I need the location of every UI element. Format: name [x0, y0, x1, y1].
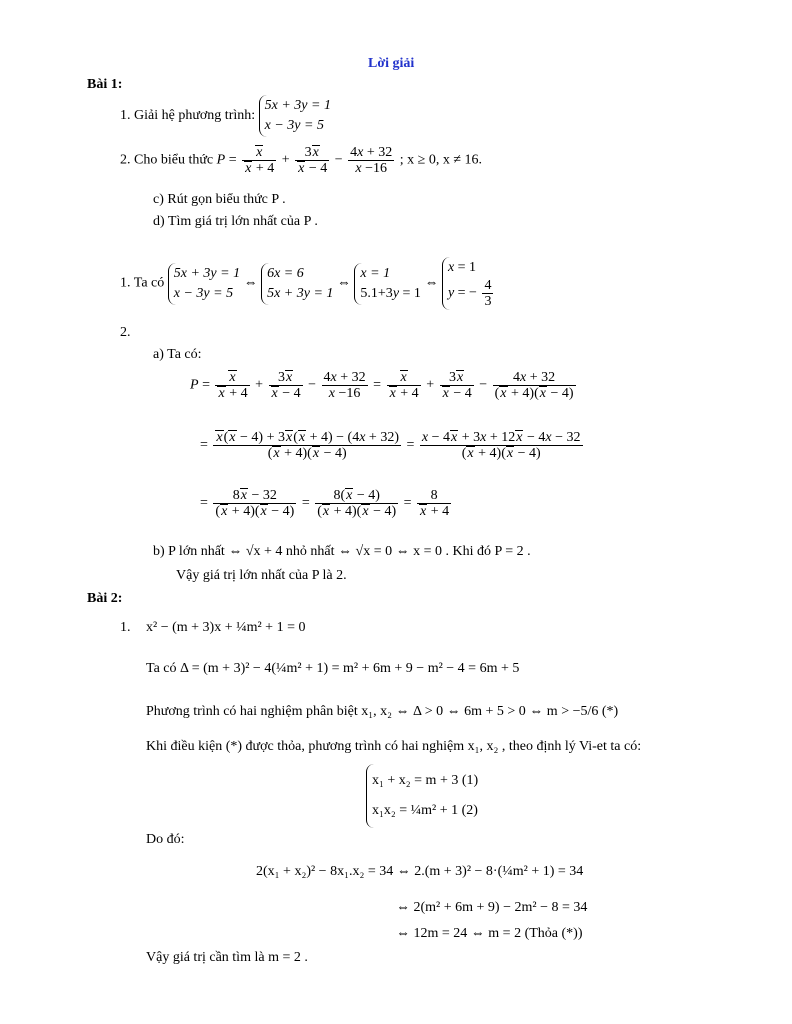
bai2-condition: Phương trình có hai nghiệm phân biệt x₁, x₂ ⇔ Δ > 0 ⇔ 6m + 5 > 0 ⇔ m > −5/6 (*): [146, 704, 619, 719]
bai1-qd: d) Tìm giá trị lớn nhất của P .: [153, 214, 318, 229]
bai1-conclusion: Vậy giá trị lớn nhất của P là 2.: [176, 568, 347, 583]
simplify-line-1: P = $\frac{x}{x + 4}$ + $\frac{3x}{x - 4}$ − $\frac{4x + 32}{x -16}$ = $\frac{x}{x + 4}$ + $\frac{3x}{x - 4}$ − $\frac{4x + 32}{(x + 4)(x - 4)}$: [190, 370, 574, 401]
bai1-qc: c) Rút gọn biểu thức P .: [153, 192, 286, 207]
bai1-system: 5x + 3y = 1 x − 3y = 5: [259, 95, 331, 137]
fraction: $\frac{x}{x + 4}$: [242, 145, 276, 176]
page-title: Lời giải: [368, 56, 415, 71]
bai2-vieta-system: x₁ + x₂ = m + 3 (1) x₁x₂ = ¼m² + 1 (2): [366, 764, 478, 828]
bai2-do-do: Do đó:: [146, 832, 185, 847]
bai2-vieta-intro: Khi điều kiện (*) được thỏa, phương trình có hai nghiệm x₁, x₂ , theo định lý Vi-et ta có:: [146, 739, 642, 754]
bai1-sol1: 1. Ta có 5x + 3y = 1 x − 3y = 5 ⇔ 6x = 6 5x + 3y = 1 ⇔ x = 1 5.1+3y = 1 ⇔ x = 1 y = − $\frac{4}{3}$: [120, 257, 495, 310]
bai1-sol2b: b) P lớn nhất ⇔ √x + 4 nhỏ nhất ⇔ √x = 0 ⇔ x = 0 . Khi đó P = 2 .: [153, 544, 531, 559]
bai1-label: Bài 1:: [87, 77, 123, 92]
bai2-delta: Ta có Δ = (m + 3)² − 4(¼m² + 1) = m² + 6m + 9 − m² − 4 = 6m + 5: [146, 661, 520, 676]
simplify-line-3: = $\frac{8x - 32}{(x + 4)(x - 4)}$ = $\frac{8(x - 4)}{(x + 4)(x - 4)}$ = $\frac{8}{x + 4}$: [200, 488, 450, 519]
bai1-sol2-label: 2.: [120, 325, 131, 340]
bai2-answer: Vậy giá trị cần tìm là m = 2 .: [146, 950, 308, 965]
fraction: $\frac{3x}{x - 4}$: [295, 145, 329, 176]
simplify-line-2: = $\frac{x(x - 4) + 3x(x + 4) - (4x + 32)}{(x + 4)(x - 4)}$ = $\frac{x - 4x + 3x + 12x - 4x - 32}{(x + 4)(x - 4)}$: [200, 430, 581, 461]
bai2-label: Bài 2:: [87, 591, 123, 606]
bai1-sol2a: a) Ta có:: [153, 347, 202, 362]
bai2-calc-1: 2(x₁ + x₂)² − 8x₁.x₂ = 34 ⇔ 2.(m + 3)² − 8·(¼m² + 1) = 34: [256, 864, 584, 879]
bai2-calc-2: ⇔ 2(m² + 6m + 9) − 2m² − 8 = 34: [396, 900, 588, 915]
bai2-calc-3: ⇔ 12m = 24 ⇔ m = 2 (Thỏa (*)): [396, 926, 583, 941]
bai1-q2: 2. Cho biểu thức P = $\frac{x}{x + 4}$ + $\frac{3x}{x - 4}$ − $\frac{4x + 32}{x -16}$ ; x ≥ 0, x ≠ 16.: [120, 145, 483, 176]
fraction: $\frac{4x + 32}{x -16}$: [350, 145, 393, 176]
bai1-q1: 1. Giải hệ phương trình: 5x + 3y = 1 x − 3y = 5: [120, 95, 331, 137]
bai2-eq-label: 1.: [120, 620, 131, 635]
bai2-equation: x² − (m + 3)x + ¼m² + 1 = 0: [146, 620, 306, 635]
